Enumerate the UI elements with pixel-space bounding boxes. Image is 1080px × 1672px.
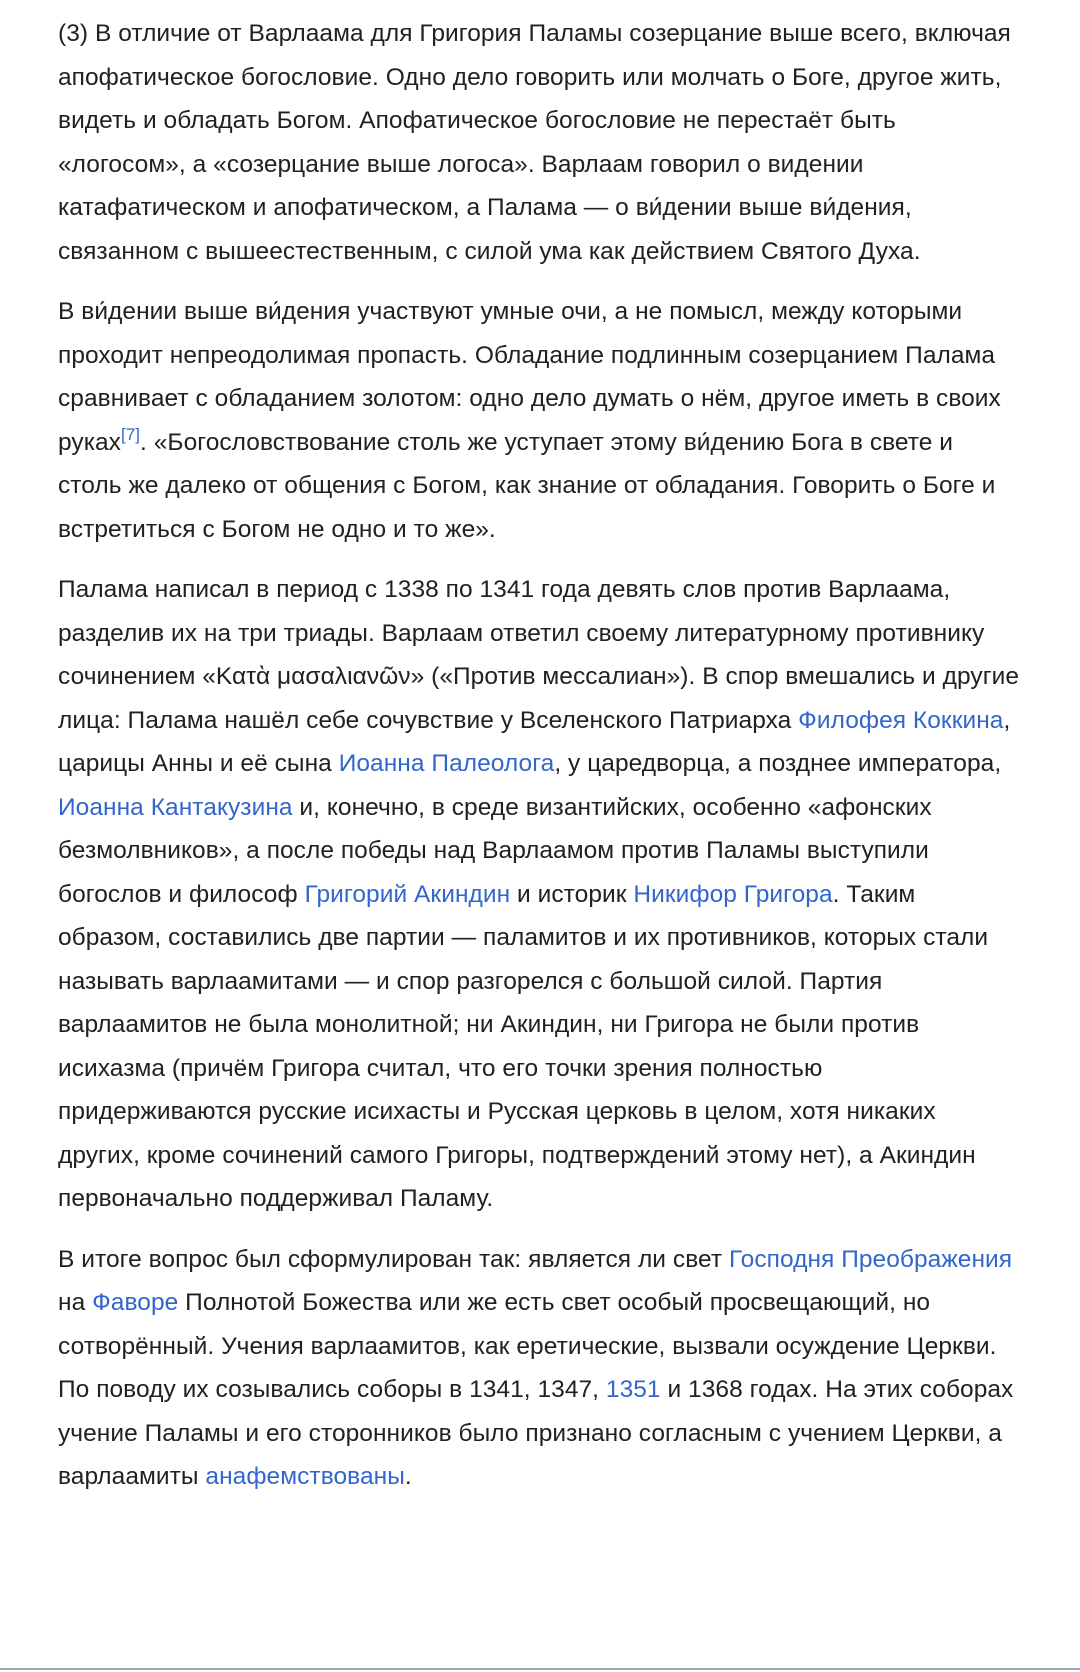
paragraph-text: , у царедворца, а позднее императора,	[554, 750, 1002, 777]
paragraph-vision-beyond-vision	[58, 290, 1020, 551]
paragraph-text: .	[404, 1463, 412, 1490]
paragraph-text: , царицы Анны и её сына	[58, 706, 1011, 777]
link-gregory-akindynos[interactable]: Григорий Акиндин	[304, 880, 511, 908]
paragraph-palamas-contemplation	[58, 12, 1020, 273]
paragraph-text: В итоге вопрос был сформулирован так: является ли свет	[58, 1245, 729, 1273]
paragraph-text: и, конечно, в среде византийских, особенно «афонских безмолвников», а после победы над Варлаамом против Паламы выступили богослов и философ	[58, 793, 932, 908]
bottom-divider	[0, 1668, 1080, 1670]
paragraph-text: . «Богословствование столь же уступает этому ви́дению Бога в свете и столь же далеко от общения с Богом, как знание от обладания. Говорить о Боге и встретиться с Богом не одно и то же».	[58, 428, 996, 543]
article-body	[58, 12, 1020, 1516]
paragraph-text: и историк	[510, 880, 634, 908]
footnote-link[interactable]: [7]	[120, 424, 141, 444]
paragraph-triads	[58, 568, 1020, 1221]
link-philotheus-kokkinos[interactable]: Филофея Коккина	[798, 706, 1004, 734]
link-1351[interactable]: 1351	[605, 1376, 661, 1403]
paragraph-text: Палама написал в период с 1338 по 1341 года девять слов против Варлаама, разделив их на три триады. Варлаам ответил своему литературному противнику сочинением «Κατὰ μασαλιανῶν» («Против мессалиан»). В спор вмешались и другие лица: Палама нашёл себе сочувствие у Вселенского Патриарха	[58, 576, 1020, 734]
link-tabor[interactable]: Фаворе	[92, 1289, 179, 1316]
paragraph-councils	[58, 1238, 1020, 1499]
paragraph-text: и 1368 годах. На этих соборах учение Паламы и его сторонников было признано согласным с учением Церкви, а варлаамиты	[58, 1376, 1014, 1490]
link-nikephoros-gregoras[interactable]: Никифор Григора	[633, 880, 833, 908]
link-john-kantakouzenos[interactable]: Иоанна Кантакузина	[58, 793, 293, 821]
paragraph-text: на	[58, 1289, 93, 1316]
paragraph-text: Полнотой Божества или же есть свет особый просвещающий, но сотворённый. Учения варлаамитов, как еретические, вызвали осуждение Церкви. По поводу их созывались соборы в 1341, 1347,	[58, 1289, 997, 1403]
link-transfiguration[interactable]: Господня Преображения	[729, 1245, 1013, 1273]
link-john-palaiologos[interactable]: Иоанна Палеолога	[338, 750, 555, 777]
paragraph-text: (3) В отличие от Варлаама для Григория Паламы созерцание выше всего, включая апофатическое богословие. Одно дело говорить или молчать о Боге, другое жить, видеть и обладать Богом. Апофатическое богословие не перестаёт быть «логосом», а «созерцание выше логоса». Варлаам говорил о видении катафатическом и апофатическом, а Палама — о ви́дении выше ви́дения, связанном с вышеестественным, с силой ума как действием Святого Духа.	[58, 20, 1011, 265]
paragraph-text: . Таким образом, составились две партии — паламитов и их противников, которых стали называть варлаамитами — и спор разгорелся с большой силой. Партия варлаамитов не была монолитной; ни Акиндин, ни Григора не были против исихазма (причём Григора считал, что его точки зрения полностью придерживаются русские исихасты и Русская церковь в целом, хотя никаких других, кроме сочинений самого Григоры, подтверждений этому нет), а Акиндин первоначально поддерживал Паламу.	[58, 880, 989, 1212]
paragraph-text: В ви́дении выше ви́дения участвуют умные очи, а не помысл, между которыми проходит непреодолимая пропасть. Обладание подлинным созерцанием Палама сравнивает с обладанием золотом: одно дело думать о нём, другое иметь в своих руках	[58, 298, 1001, 456]
link-anathema[interactable]: анафемствованы	[205, 1463, 405, 1490]
footnote-ref-7[interactable]	[121, 424, 140, 443]
